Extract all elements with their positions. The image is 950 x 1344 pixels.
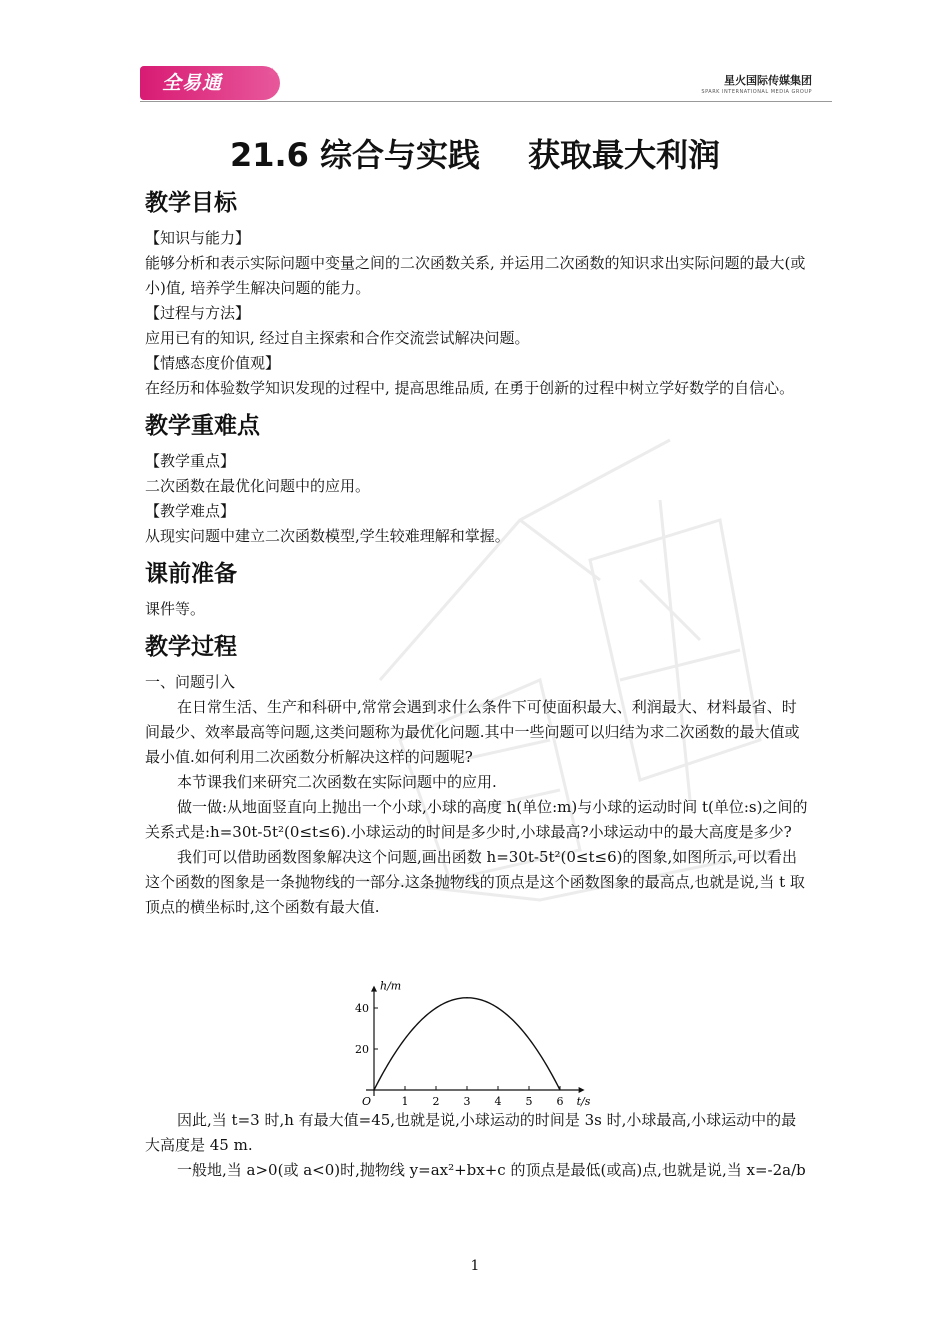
- x-tick-label: 6: [556, 1095, 564, 1108]
- paragraph: 我们可以借助函数图象解决这个问题,画出函数 h=30t-5t²(0≤t≤6)的图象,如图所示,可以看出这个函数的图象是一条抛物线的一部分.这条抛物线的顶点是这个函数图象的最高点,也就是说,当 t 取顶点的横坐标时,这个函数有最大值.: [145, 848, 805, 916]
- publisher-name: 星火国际传媒集团: [724, 74, 812, 87]
- parabola-graph: [344, 964, 592, 1114]
- y-tick-label: 20: [355, 1043, 369, 1056]
- text-difficult: 从现实问题中建立二次函数模型,学生较难理解和掌握。: [145, 527, 510, 545]
- paragraph: 一般地,当 a>0(或 a<0)时,抛物线 y=ax²+bx+c 的顶点是最低(或高)点,也就是说,当 x=-2a/b: [177, 1161, 806, 1179]
- text-process: 应用已有的知识, 经过自主探索和合作交流尝试解决问题。: [145, 329, 530, 347]
- heading-prep: 课前准备: [145, 561, 237, 587]
- subheading-intro: 一、问题引入: [145, 673, 236, 691]
- title-number-part: 21.6 综合与实践: [229, 136, 481, 174]
- title-topic-part: 获取最大利润: [528, 136, 721, 174]
- text-prep: 课件等。: [145, 600, 206, 618]
- label-difficult: 【教学难点】: [145, 502, 236, 520]
- paragraph: 在日常生活、生产和科研中,常常会遇到求什么条件下可使面积最大、利润最大、材料最省、时间最少、效率最高等问题,这类问题称为最优化问题.其中一些问题可以归结为求二次函数的最大值或最小值.如何利用二次函数分析解决这样的问题呢?: [145, 698, 800, 766]
- text-emotion: 在经历和体验数学知识发现的过程中, 提高思维品质, 在勇于创新的过程中树立学好数学的自信心。: [145, 379, 795, 397]
- brand-logo: 全易通: [140, 66, 280, 100]
- y-tick-label: 40: [355, 1002, 369, 1015]
- x-axis-label: t/s: [576, 1095, 591, 1108]
- y-axis-label: h/m: [380, 979, 402, 993]
- origin-label: O: [362, 1095, 372, 1108]
- heading-goals: 教学目标: [145, 190, 237, 216]
- page-number: 1: [470, 1258, 480, 1274]
- x-tick-label: 5: [525, 1095, 533, 1108]
- x-axis-arrow: [579, 1087, 585, 1093]
- parabola-curve: [374, 998, 560, 1090]
- sparkle-icon: ✦: [266, 64, 280, 83]
- heading-process: 教学过程: [145, 634, 237, 660]
- label-emotion: 【情感态度价值观】: [145, 354, 281, 372]
- text-key: 二次函数在最优化问题中的应用。: [145, 477, 371, 495]
- paragraph: 做一做:从地面竖直向上抛出一个小球,小球的高度 h(单位:m)与小球的运动时间 t(单位:s)之间的关系式是:h=30t-5t²(0≤t≤6).小球运动的时间是多少时,小球最高?小球运动中的最大高度是多少?: [145, 798, 808, 841]
- label-key: 【教学重点】: [145, 452, 236, 470]
- x-tick-label: 4: [494, 1095, 502, 1108]
- x-tick-label: 3: [463, 1095, 471, 1108]
- label-process: 【过程与方法】: [145, 304, 251, 322]
- y-axis-arrow: [371, 986, 377, 992]
- paragraph: 本节课我们来研究二次函数在实际问题中的应用.: [177, 773, 497, 791]
- heading-key-points: 教学重难点: [145, 413, 260, 439]
- x-tick-label: 2: [432, 1095, 440, 1108]
- paragraph: 因此,当 t=3 时,h 有最大值=45,也就是说,小球运动的时间是 3s 时,小球最高,小球运动中的最大高度是 45 m.: [145, 1111, 797, 1154]
- x-tick-label: 1: [401, 1095, 409, 1108]
- label-knowledge: 【知识与能力】: [145, 229, 251, 247]
- text-knowledge: 能够分析和表示实际问题中变量之间的二次函数关系, 并运用二次函数的知识求出实际问题的最大(或小)值, 培养学生解决问题的能力。: [145, 254, 806, 297]
- page-title: [0, 130, 950, 176]
- header-divider: [140, 101, 832, 102]
- page-header: [140, 64, 832, 104]
- publisher: [701, 72, 812, 95]
- publisher-name-en: SPARK INTERNATIONAL MEDIA GROUP: [701, 89, 812, 95]
